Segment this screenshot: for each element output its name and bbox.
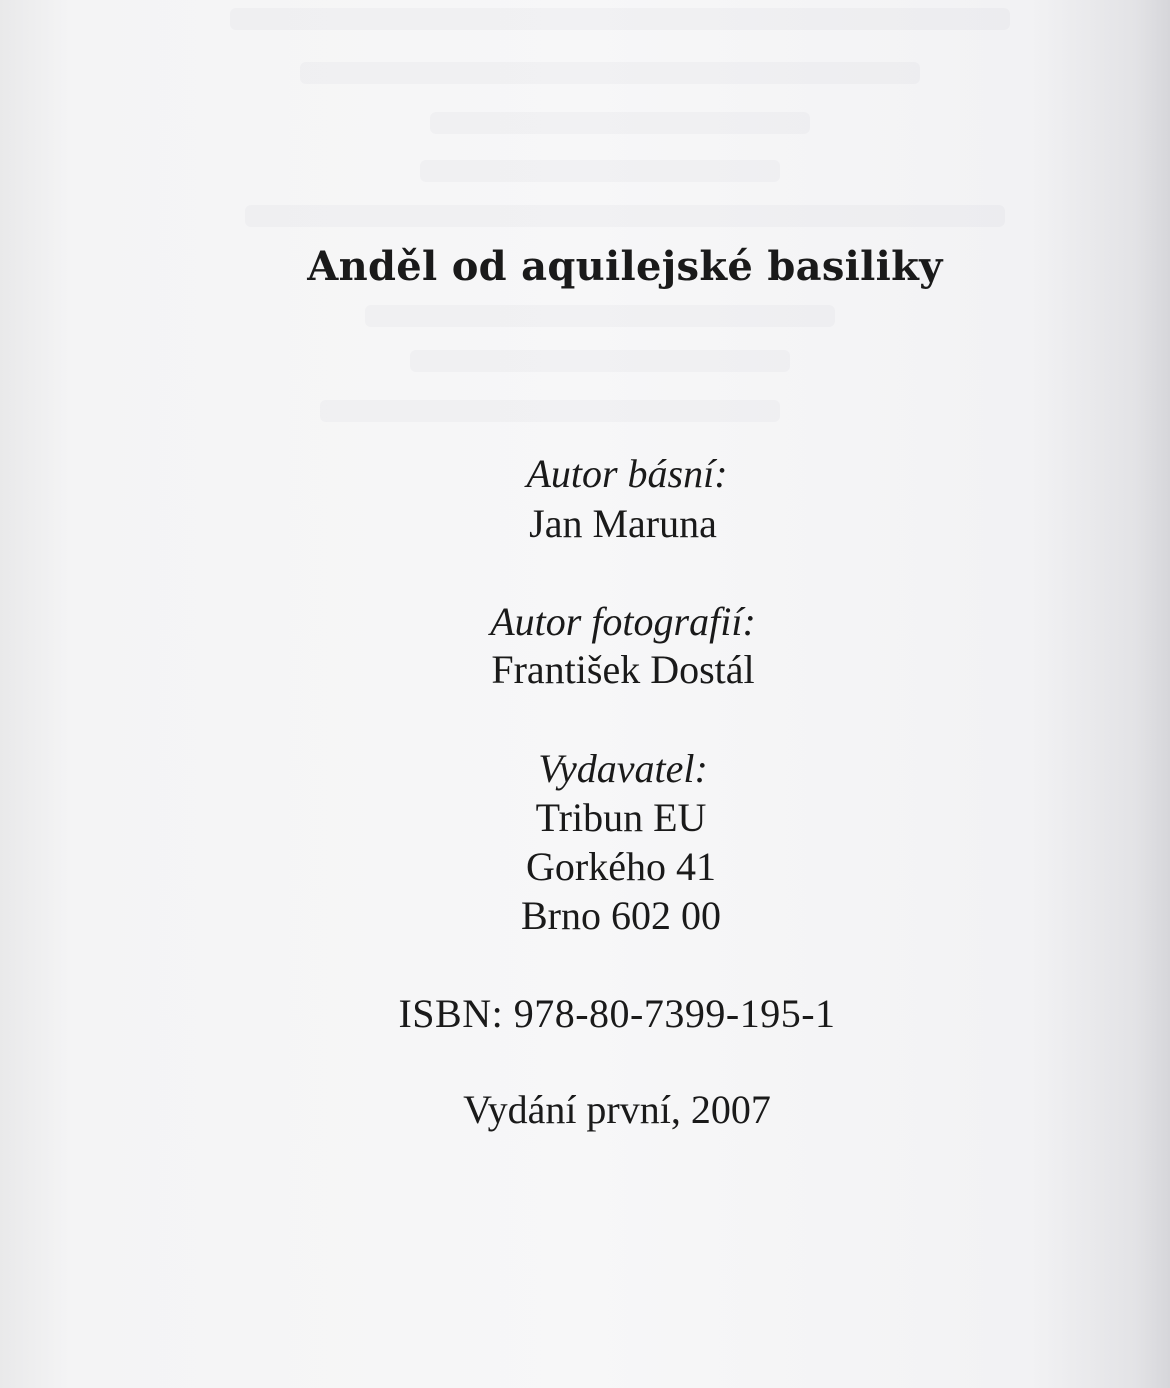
photos-author-name: František Dostál bbox=[491, 647, 755, 692]
book-title: Anděl od aquilejské basiliky bbox=[307, 243, 943, 290]
isbn-line: ISBN: 978-80-7399-195-1 bbox=[398, 991, 836, 1036]
poems-author-name: Jan Maruna bbox=[529, 501, 717, 546]
photos-author-label: Autor fotografií: bbox=[490, 599, 756, 644]
edition-line: Vydání první, 2007 bbox=[463, 1087, 771, 1132]
publisher-name: Tribun EU bbox=[535, 795, 707, 840]
publisher-label: Vydavatel: bbox=[538, 746, 708, 791]
publisher-city: Brno 602 00 bbox=[521, 893, 721, 938]
poems-author-label: Autor básní: bbox=[526, 451, 728, 496]
publisher-street: Gorkého 41 bbox=[526, 844, 716, 889]
